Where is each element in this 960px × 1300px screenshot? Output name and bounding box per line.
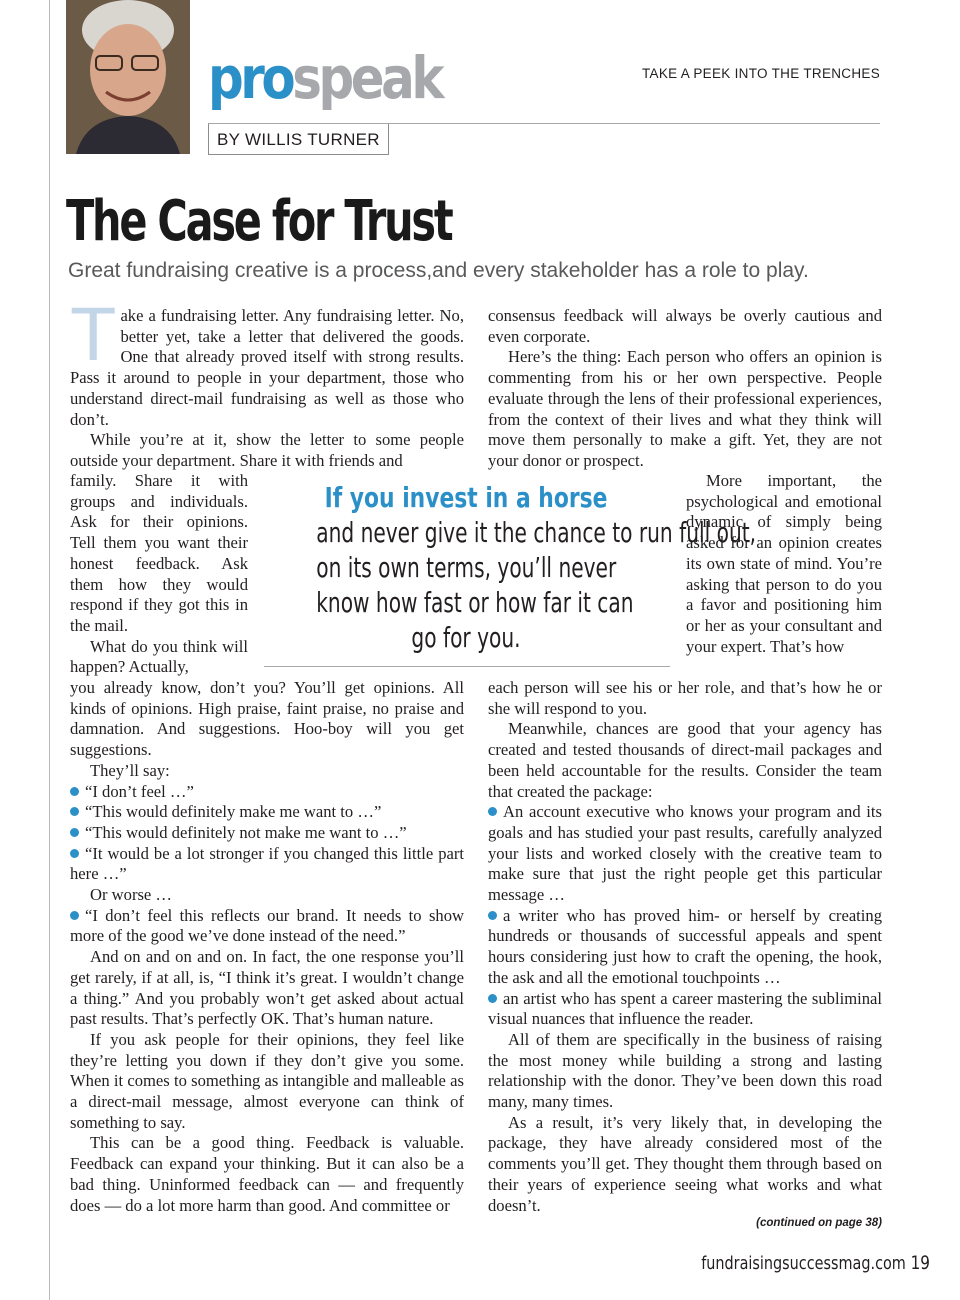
bullet-icon [488, 911, 497, 920]
pull-quote-line-1: If you invest in a horse [324, 481, 608, 514]
column-1-top [70, 292, 464, 472]
footer-site: fundraisingsuccessmag.com [701, 1253, 906, 1274]
logo-speak: speak [292, 44, 442, 112]
bullet-icon [488, 807, 497, 816]
logo-pro: pro [208, 44, 293, 112]
c2-paragraph-1: consensus feedback will always be overly cautious and even corporate. [488, 306, 882, 346]
bullet-icon [70, 849, 79, 858]
page-footer [701, 1252, 930, 1274]
paragraph-4: And on and on and on. In fact, the one response you’ll get rarely, if at all, is, “I think it’s great. I wouldn’t change a thing.” And you probably won’t get asked about actual past results. That’s perfectly OK. That’s human nature. [70, 947, 464, 1029]
paragraph-1 [70, 292, 464, 430]
column-2-top [488, 306, 882, 472]
list-item [70, 906, 464, 947]
paragraph-2-cont: family. Share it with groups and individuals. Ask for their opinions. Tell them you want their honest feedback. Ask them how they would respond if they got this in the mail. [70, 471, 248, 635]
bullet-icon [70, 787, 79, 796]
list-item [488, 989, 882, 1030]
c2-paragraph-6: As a result, it’s very likely that, in developing the package, they have already considered most of the comments you’ll get. They thought them through based on their years of experience seeing what works and what doesn’t. [488, 1112, 882, 1215]
c2-paragraph-2: Here’s the thing: Each person who offers an opinion is commenting from his or her own perspective. People evaluate through the lens of their professional experiences, from the context of their lives and what they think will move them personally to make a gift. Yet, they are not your donor or prospect. [488, 347, 882, 470]
section-tagline: TAKE A PEEK INTO THE TRENCHES [641, 66, 880, 81]
list-item-text: “It would be a lot stronger if you changed this little part here …” [70, 843, 464, 884]
list-item [488, 906, 882, 989]
drop-cap: T [70, 292, 117, 377]
list-item-text: an artist who has spent a career mastering the subliminal visual nuances that influence the reader. [488, 988, 882, 1029]
continued-note: (continued on page 38) [756, 1217, 882, 1229]
list-item [70, 802, 464, 823]
pull-quote [258, 480, 757, 655]
they-say: They’ll say: [90, 760, 170, 780]
c2-paragraph-3-cont: each person will see his or her role, and that’s how he or she will respond to you. [488, 678, 882, 718]
paragraph-1-text: ake a fundraising letter. Any fundraising letter. No, better yet, take a letter that delivered the goods. One that already proved itself with strong results. Pass it around to people in your department, those who understand direct-mail fundraising as well as those who don’t. [70, 306, 464, 429]
byline: BY WILLIS TURNER [208, 124, 389, 155]
pull-quote-line-5: go for you. [411, 621, 521, 654]
page-number: 19 [910, 1252, 930, 1274]
list-item [488, 802, 882, 906]
pull-quote-line-2: and never give it the chance to run full out, [316, 516, 757, 549]
or-worse: Or worse … [90, 885, 173, 905]
list-item [70, 844, 464, 885]
section-logo [208, 44, 442, 112]
pull-quote-rule [264, 666, 670, 667]
pull-quote-line-3: on its own terms, you’ll never [316, 551, 617, 584]
list-item-text: An account executive who knows your program and its goals and has studied your past results, carefully analyzed your lists and worked closely with the creative team to make sure that just the right people get this particular message … [488, 802, 882, 905]
paragraph-3-cont: you already know, don’t you? You’ll get opinions. All kinds of opinions. High praise, faint praise, no praise and damnation. And suggestions. Hoo-boy will you get suggestions. [70, 678, 464, 760]
paragraph-6: This can be a good thing. Feedback is valuable. Feedback can expand your thinking. But it can also be a bad thing. Uninformed feedback can — and frequently does — do a lot more harm than good. And committee or [70, 1133, 464, 1215]
bullet-icon [70, 828, 79, 837]
list-item [70, 823, 464, 844]
list-item-text: “This would definitely not make me want to …” [85, 822, 407, 842]
list-item-text: “This would definitely make me want to …” [85, 802, 382, 822]
paragraph-2: While you’re at it, show the letter to some people outside your department. Share it with friends and [70, 430, 464, 470]
paragraph-3-start: What do you think will happen? Actually, [70, 636, 248, 677]
page-margin-rule [49, 0, 50, 1300]
column-1-narrow [70, 471, 248, 678]
paragraph-5: If you ask people for their opinions, they feel like they’re letting you down if they don’t give you some. When it comes to something as intangible and malleable as a direct-mail message, almost everyone can think of something to say. [70, 1029, 464, 1132]
column-1-bottom [70, 678, 464, 1216]
bullet-icon [70, 807, 79, 816]
c2-paragraph-3-start: More important, the psychological and emotional dynamic of simply being asked for an opinion creates its own state of mind. You’re asking that person to do you a favor and positioning him or her as your consultant and your expert. That’s how [686, 471, 882, 656]
list-item-text: a writer who has proved him- or herself by creating hundreds or thousands of successful appeals and spent hours considering just how to craft the opening, the hook, the ask and all the emotional touchpoints … [488, 905, 882, 987]
pull-quote-line-4: know how fast or how far it can [316, 586, 634, 619]
c2-paragraph-5: All of them are specifically in the business of raising the most money while building a strong and lasting relationship with the donor. They’ve been down this road many, many times. [488, 1029, 882, 1112]
article-title: The Case for Trust [66, 189, 452, 254]
column-2-bottom [488, 678, 882, 1216]
list-item-text: “I don’t feel this reflects our brand. It needs to show more of the good we’ve done instead of the need.” [70, 905, 464, 946]
bullet-icon [70, 911, 79, 920]
c2-paragraph-4: Meanwhile, chances are good that your agency has created and tested thousands of direct-mail packages and been held accountable for the results. Consider the team that created the package: [488, 719, 882, 801]
author-photo [66, 0, 190, 154]
list-item-text: “I don’t feel …” [85, 781, 194, 801]
bullet-icon [488, 994, 497, 1003]
article-subtitle: Great fundraising creative is a process,and every stakeholder has a role to play. [68, 259, 809, 282]
column-2-narrow [686, 471, 882, 657]
list-item [70, 782, 464, 803]
